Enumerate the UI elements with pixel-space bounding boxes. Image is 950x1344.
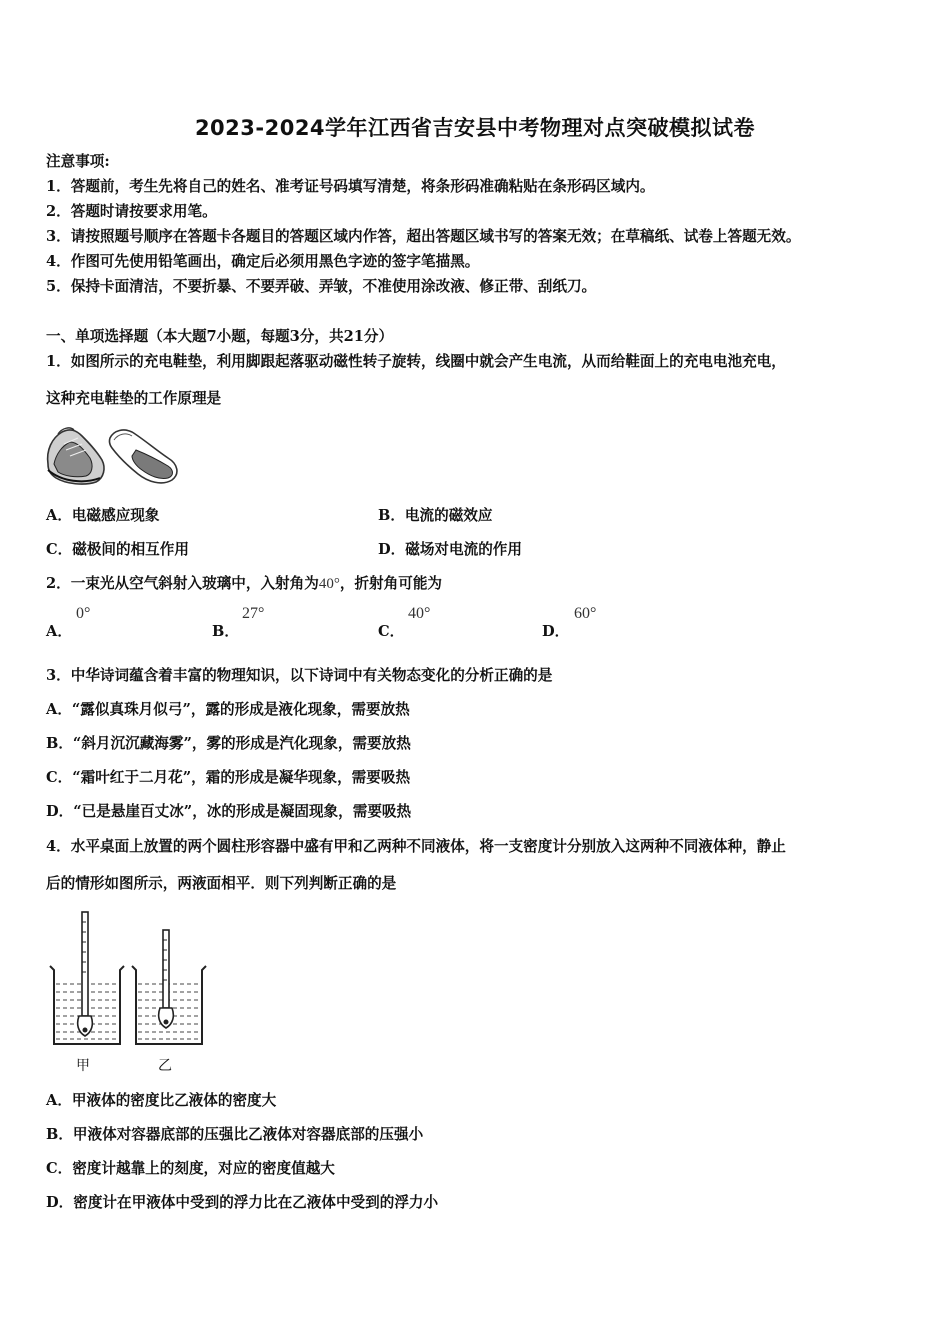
q2-option-a-value: 0°: [76, 605, 91, 622]
q4-option-a: A．甲液体的密度比乙液体的密度大: [46, 1092, 277, 1109]
notice-heading: 注意事项:: [46, 153, 110, 170]
q2-stem-before: 2．一束光从空气斜射入玻璃中，入射角为: [46, 575, 319, 592]
q4-option-b: B．甲液体对容器底部的压强比乙液体对容器底部的压强小: [46, 1126, 424, 1143]
page-title: 2023-2024学年江西省吉安县中考物理对点突破模拟试卷: [194, 116, 756, 140]
q4-option-c: C．密度计越靠上的刻度，对应的密度值越大: [46, 1160, 335, 1177]
q2-option-a-letter: A．: [46, 623, 72, 640]
notice-item-4: 4．作图可先使用铅笔画出，确定后必须用黑色字迹的签字笔描黑。: [46, 253, 480, 270]
q2-stem-after: ，折射角可能为: [339, 575, 443, 592]
q2-option-d-letter: D．: [542, 623, 570, 640]
q3-option-d: D．“已是悬崖百丈冰”，冰的形成是凝固现象，需要吸热: [46, 803, 412, 820]
q1-option-d: D．磁场对电流的作用: [378, 541, 523, 558]
q3-stem: 3．中华诗词蕴含着丰富的物理知识，以下诗词中有关物态变化的分析正确的是: [46, 667, 553, 684]
shoe-insole-figure: [44, 420, 184, 490]
q1-option-c: C．磁极间的相互作用: [46, 541, 189, 558]
q1-option-a: A．电磁感应现象: [46, 507, 160, 524]
notice-item-5: 5．保持卡面清洁，不要折暴、不要弄破、弄皱，不准使用涂改液、修正带、刮纸刀。: [46, 278, 597, 295]
q2-option-c-letter: C．: [378, 623, 405, 640]
q1-stem-line2: 这种充电鞋垫的工作原理是: [46, 390, 222, 407]
figure-label-yi: 乙: [158, 1058, 172, 1074]
q3-option-b: B．“斜月沉沉藏海雾”，雾的形成是汽化现象，需要放热: [46, 735, 411, 752]
hydrometer-figure: [46, 908, 216, 1068]
q2-stem: [46, 574, 442, 594]
notice-item-3: 3．请按照题号顺序在答题卡各题目的答题区域内作答，超出答题区域书写的答案无效；在草稿纸、试卷上答题无效。: [46, 228, 801, 245]
q1-stem-line1: 1．如图所示的充电鞋垫，利用脚跟起落驱动磁性转子旋转，线圈中就会产生电流，从而给鞋面上的充电电池充电，: [46, 353, 786, 370]
q2-option-b-value: 27°: [242, 605, 265, 622]
q2-option-c-value: 40°: [408, 605, 431, 622]
q1-option-b: B．电流的磁效应: [378, 507, 493, 524]
figure-label-jia: 甲: [76, 1058, 90, 1074]
q3-option-c: C．“霜叶红于二月花”，霜的形成是凝华现象，需要吸热: [46, 769, 411, 786]
q4-stem-line1: 4．水平桌面上放置的两个圆柱形容器中盛有甲和乙两种不同液体，将一支密度计分别放入这两种不同液体种，静止: [46, 838, 786, 855]
notice-item-1: 1．答题前，考生先将自己的姓名、准考证号码填写清楚，将条形码准确粘贴在条形码区域内。: [46, 178, 655, 195]
section-heading: 一、单项选择题（本大题7小题，每题3分，共21分）: [46, 328, 394, 345]
q4-stem-line2: 后的情形如图所示，两液面相平．则下列判断正确的是: [46, 875, 397, 892]
q2-incident-angle: 40°: [318, 576, 340, 592]
q4-option-d: D．密度计在甲液体中受到的浮力比在乙液体中受到的浮力小: [46, 1194, 439, 1211]
notice-item-2: 2．答题时请按要求用笔。: [46, 203, 217, 220]
q2-option-d-value: 60°: [574, 605, 597, 622]
q2-option-b-letter: B．: [212, 623, 239, 640]
q3-option-a: A．“露似真珠月似弓”，露的形成是液化现象，需要放热: [46, 701, 410, 718]
